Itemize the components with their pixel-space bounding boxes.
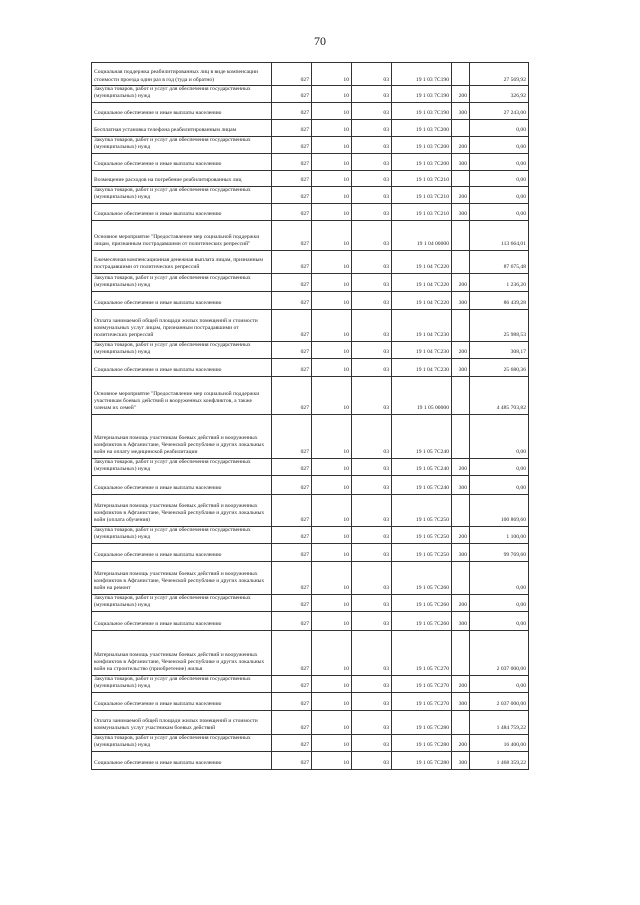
cell-expense-type [452, 376, 470, 414]
cell-ministry-code: 027 [272, 414, 312, 458]
cell-target-article: 19 1 05 7С280 [392, 710, 452, 734]
cell-amount: 1 100,00 [470, 526, 529, 543]
cell-ministry-code: 027 [272, 186, 312, 203]
cell-target-article: 19 1 05 7С260 [392, 611, 452, 630]
cell-subsection: 03 [352, 63, 392, 86]
cell-subsection: 03 [352, 561, 392, 594]
cell-amount: 87 675,48 [470, 250, 529, 273]
cell-name: Закупка товаров, работ и услуг для обеспечения государственных (муниципальных) нужд [92, 341, 272, 358]
cell-section: 10 [312, 475, 352, 494]
cell-target-article: 19 1 05 7С250 [392, 526, 452, 543]
cell-expense-type: 300 [452, 291, 470, 309]
table-row [92, 341, 529, 358]
cell-amount: 326,92 [470, 86, 529, 103]
cell-name: Материальная помощь участникам боевых действий и вооруженных конфликтов в Афганистане, Чеченской республике и других локальных войн (оплата обучения) [92, 494, 272, 526]
page-number: 70 [314, 34, 326, 48]
table-row [92, 675, 529, 692]
cell-amount: 0,00 [470, 119, 529, 136]
cell-name: Закупка товаров, работ и услуг для обеспечения государственных (муниципальных) нужд [92, 186, 272, 203]
cell-subsection: 03 [352, 692, 392, 710]
cell-subsection: 03 [352, 611, 392, 630]
table-row [92, 153, 529, 170]
cell-target-article: 19 1 03 7С190 [392, 86, 452, 103]
cell-expense-type: 200 [452, 526, 470, 543]
cell-subsection: 03 [352, 220, 392, 250]
cell-target-article: 19 1 04 7С230 [392, 341, 452, 358]
cell-amount: 0,00 [470, 186, 529, 203]
cell-target-article: 19 1 03 7С210 [392, 186, 452, 203]
cell-target-article: 19 1 05 7С270 [392, 630, 452, 675]
cell-amount: 25 680,36 [470, 358, 529, 376]
cell-expense-type: 300 [452, 153, 470, 170]
table-row [92, 475, 529, 494]
cell-target-article: 19 1 03 7С200 [392, 153, 452, 170]
cell-amount: 27 243,00 [470, 102, 529, 119]
cell-name: Закупка товаров, работ и услуг для обеспечения государственных (муниципальных) нужд [92, 458, 272, 475]
cell-subsection: 03 [352, 458, 392, 475]
cell-subsection: 03 [352, 543, 392, 561]
cell-expense-type [452, 630, 470, 675]
cell-ministry-code: 027 [272, 203, 312, 220]
table-row [92, 86, 529, 103]
cell-ministry-code: 027 [272, 119, 312, 136]
cell-section: 10 [312, 220, 352, 250]
cell-section: 10 [312, 376, 352, 414]
cell-subsection: 03 [352, 494, 392, 526]
cell-subsection: 03 [352, 119, 392, 136]
cell-name: Социальное обеспечение и иные выплаты населению [92, 751, 272, 769]
cell-amount: 2 037 000,00 [470, 630, 529, 675]
cell-name: Бесплатная установка телефона реабилитированным лицам [92, 119, 272, 136]
table-row [92, 273, 529, 291]
cell-target-article: 19 1 05 7С240 [392, 414, 452, 458]
cell-amount: 0,00 [470, 611, 529, 630]
table-row [92, 376, 529, 414]
cell-section: 10 [312, 710, 352, 734]
cell-amount: 0,00 [470, 475, 529, 494]
cell-subsection: 03 [352, 751, 392, 769]
table-row [92, 561, 529, 594]
cell-ministry-code: 027 [272, 102, 312, 119]
cell-name: Закупка товаров, работ и услуг для обеспечения государственных (муниципальных) нужд [92, 675, 272, 692]
cell-target-article: 19 1 05 00000 [392, 376, 452, 414]
cell-subsection: 03 [352, 203, 392, 220]
cell-subsection: 03 [352, 475, 392, 494]
table-row [92, 630, 529, 675]
cell-target-article: 19 1 05 7С270 [392, 692, 452, 710]
cell-subsection: 03 [352, 170, 392, 186]
cell-name: Закупка товаров, работ и услуг для обеспечения государственных (муниципальных) нужд [92, 594, 272, 611]
cell-section: 10 [312, 561, 352, 594]
table-row [92, 751, 529, 769]
cell-name: Оплата занимаемой общей площади жилых помещений и стоимости коммунальных услуг лицам, признанным пострадавшими от политических репрессий [92, 309, 272, 341]
cell-amount: 0,00 [470, 594, 529, 611]
cell-target-article: 19 1 04 7С230 [392, 309, 452, 341]
cell-subsection: 03 [352, 734, 392, 751]
cell-expense-type: 300 [452, 358, 470, 376]
table-row [92, 102, 529, 119]
cell-ministry-code: 027 [272, 594, 312, 611]
cell-ministry-code: 027 [272, 630, 312, 675]
cell-expense-type [452, 63, 470, 86]
table-row [92, 309, 529, 341]
cell-section: 10 [312, 675, 352, 692]
cell-subsection: 03 [352, 250, 392, 273]
cell-name: Возмещение расходов на погребение реабилитированных лиц [92, 170, 272, 186]
cell-ministry-code: 027 [272, 136, 312, 153]
table-row [92, 494, 529, 526]
cell-target-article: 19 1 03 7С210 [392, 170, 452, 186]
cell-ministry-code: 027 [272, 358, 312, 376]
cell-amount: 0,00 [470, 561, 529, 594]
cell-amount: 2 037 000,00 [470, 692, 529, 710]
cell-ministry-code: 027 [272, 309, 312, 341]
cell-target-article: 19 1 05 7С260 [392, 561, 452, 594]
cell-section: 10 [312, 153, 352, 170]
cell-expense-type [452, 494, 470, 526]
cell-subsection: 03 [352, 630, 392, 675]
cell-name: Ежемесячная компенсационная денежная выплата лицам, признанным пострадавшими от политических репрессий [92, 250, 272, 273]
cell-section: 10 [312, 543, 352, 561]
cell-expense-type: 200 [452, 734, 470, 751]
cell-ministry-code: 027 [272, 63, 312, 86]
cell-amount: 99 769,60 [470, 543, 529, 561]
cell-section: 10 [312, 692, 352, 710]
cell-target-article: 19 1 03 7С190 [392, 63, 452, 86]
cell-amount: 0,00 [470, 136, 529, 153]
table-row [92, 594, 529, 611]
cell-ministry-code: 027 [272, 734, 312, 751]
cell-target-article: 19 1 05 7С250 [392, 543, 452, 561]
cell-amount: 27 569,92 [470, 63, 529, 86]
table-row [92, 526, 529, 543]
cell-name: Закупка товаров, работ и услуг для обеспечения государственных (муниципальных) нужд [92, 734, 272, 751]
cell-section: 10 [312, 63, 352, 86]
cell-subsection: 03 [352, 102, 392, 119]
cell-section: 10 [312, 102, 352, 119]
cell-ministry-code: 027 [272, 86, 312, 103]
cell-subsection: 03 [352, 309, 392, 341]
cell-section: 10 [312, 186, 352, 203]
cell-ministry-code: 027 [272, 458, 312, 475]
cell-subsection: 03 [352, 86, 392, 103]
cell-expense-type: 300 [452, 611, 470, 630]
table-row [92, 119, 529, 136]
table-row [92, 543, 529, 561]
cell-ministry-code: 027 [272, 341, 312, 358]
cell-section: 10 [312, 341, 352, 358]
cell-subsection: 03 [352, 153, 392, 170]
cell-section: 10 [312, 414, 352, 458]
cell-target-article: 19 1 03 7С200 [392, 136, 452, 153]
cell-name: Социальное обеспечение и иные выплаты населению [92, 102, 272, 119]
cell-subsection: 03 [352, 526, 392, 543]
cell-section: 10 [312, 119, 352, 136]
cell-name: Социальное обеспечение и иные выплаты населению [92, 203, 272, 220]
cell-ministry-code: 027 [272, 561, 312, 594]
cell-section: 10 [312, 630, 352, 675]
cell-expense-type [452, 250, 470, 273]
cell-name: Закупка товаров, работ и услуг для обеспечения государственных (муниципальных) нужд [92, 526, 272, 543]
cell-amount: 1 484 759,22 [470, 710, 529, 734]
cell-section: 10 [312, 291, 352, 309]
cell-ministry-code: 027 [272, 526, 312, 543]
cell-expense-type: 200 [452, 458, 470, 475]
cell-section: 10 [312, 611, 352, 630]
cell-amount: 100 869,60 [470, 494, 529, 526]
cell-expense-type: 200 [452, 273, 470, 291]
cell-target-article: 19 1 03 7С190 [392, 102, 452, 119]
cell-expense-type [452, 220, 470, 250]
cell-ministry-code: 027 [272, 475, 312, 494]
cell-ministry-code: 027 [272, 220, 312, 250]
cell-ministry-code: 027 [272, 250, 312, 273]
cell-section: 10 [312, 86, 352, 103]
cell-section: 10 [312, 751, 352, 769]
cell-section: 10 [312, 734, 352, 751]
table-body [92, 63, 529, 770]
table-row [92, 186, 529, 203]
cell-subsection: 03 [352, 186, 392, 203]
cell-ministry-code: 027 [272, 710, 312, 734]
cell-name: Закупка товаров, работ и услуг для обеспечения государственных (муниципальных) нужд [92, 86, 272, 103]
cell-name: Социальное обеспечение и иные выплаты населению [92, 153, 272, 170]
cell-target-article: 19 1 04 7С230 [392, 358, 452, 376]
cell-target-article: 19 1 05 7С240 [392, 475, 452, 494]
cell-target-article: 19 1 05 7С240 [392, 458, 452, 475]
cell-target-article: 19 1 04 7С220 [392, 250, 452, 273]
cell-target-article: 19 1 03 7С210 [392, 203, 452, 220]
cell-subsection: 03 [352, 710, 392, 734]
cell-target-article: 19 1 05 7С280 [392, 751, 452, 769]
cell-name: Социальное обеспечение и иные выплаты населению [92, 611, 272, 630]
cell-expense-type [452, 119, 470, 136]
cell-subsection: 03 [352, 594, 392, 611]
cell-ministry-code: 027 [272, 675, 312, 692]
cell-section: 10 [312, 250, 352, 273]
cell-subsection: 03 [352, 414, 392, 458]
cell-name: Материальная помощь участникам боевых действий и вооруженных конфликтов в Афганистане, Чеченской республике и других локальных войн на строительство (приобретение) жилья [92, 630, 272, 675]
cell-amount: 4 485 703,82 [470, 376, 529, 414]
cell-target-article: 19 1 05 7С280 [392, 734, 452, 751]
cell-expense-type [452, 414, 470, 458]
cell-section: 10 [312, 203, 352, 220]
cell-subsection: 03 [352, 341, 392, 358]
cell-ministry-code: 027 [272, 376, 312, 414]
cell-subsection: 03 [352, 358, 392, 376]
table-row [92, 291, 529, 309]
cell-subsection: 03 [352, 291, 392, 309]
cell-ministry-code: 027 [272, 611, 312, 630]
cell-section: 10 [312, 170, 352, 186]
cell-name: Социальное обеспечение и иные выплаты населению [92, 358, 272, 376]
cell-expense-type: 200 [452, 86, 470, 103]
cell-expense-type: 300 [452, 203, 470, 220]
cell-target-article: 19 1 04 00000 [392, 220, 452, 250]
table-row [92, 203, 529, 220]
cell-target-article: 19 1 05 7С260 [392, 594, 452, 611]
cell-name: Закупка товаров, работ и услуг для обеспечения государственных (муниципальных) нужд [92, 136, 272, 153]
cell-ministry-code: 027 [272, 543, 312, 561]
cell-subsection: 03 [352, 273, 392, 291]
table-row [92, 611, 529, 630]
cell-target-article: 19 1 04 7С220 [392, 273, 452, 291]
cell-name: Социальное обеспечение и иные выплаты населению [92, 475, 272, 494]
cell-amount: 0,00 [470, 414, 529, 458]
cell-expense-type [452, 710, 470, 734]
table-row [92, 710, 529, 734]
table-row [92, 458, 529, 475]
cell-expense-type: 200 [452, 136, 470, 153]
cell-ministry-code: 027 [272, 153, 312, 170]
cell-name: Социальная поддержка реабилитированных лиц в виде компенсации стоимости проезда один раз в год (туда и обратно) [92, 63, 272, 86]
cell-amount: 113 664,01 [470, 220, 529, 250]
cell-ministry-code: 027 [272, 494, 312, 526]
cell-subsection: 03 [352, 675, 392, 692]
cell-expense-type: 300 [452, 751, 470, 769]
cell-section: 10 [312, 273, 352, 291]
cell-amount: 308,17 [470, 341, 529, 358]
cell-expense-type [452, 170, 470, 186]
table-row [92, 220, 529, 250]
cell-amount: 1 468 359,22 [470, 751, 529, 769]
budget-table [91, 62, 529, 770]
table-row [92, 358, 529, 376]
cell-name: Социальное обеспечение и иные выплаты населению [92, 291, 272, 309]
cell-name: Социальное обеспечение и иные выплаты населению [92, 543, 272, 561]
cell-amount: 0,00 [470, 458, 529, 475]
cell-ministry-code: 027 [272, 273, 312, 291]
table-row [92, 692, 529, 710]
table-row [92, 414, 529, 458]
table-row [92, 250, 529, 273]
cell-ministry-code: 027 [272, 291, 312, 309]
cell-amount: 0,00 [470, 203, 529, 220]
cell-section: 10 [312, 358, 352, 376]
cell-expense-type: 200 [452, 186, 470, 203]
cell-target-article: 19 1 05 7С250 [392, 494, 452, 526]
cell-name: Основное мероприятие "Предоставление мер социальной поддержки лицам, признанным пострадавшими от политических репрессий" [92, 220, 272, 250]
cell-name: Оплата занимаемой общей площади жилых помещений и стоимости коммунальных услуг участникам боевых действий [92, 710, 272, 734]
cell-amount: 16 400,00 [470, 734, 529, 751]
table-row [92, 63, 529, 86]
cell-name: Социальное обеспечение и иные выплаты населению [92, 692, 272, 710]
cell-section: 10 [312, 494, 352, 526]
cell-ministry-code: 027 [272, 751, 312, 769]
cell-amount: 1 236,20 [470, 273, 529, 291]
cell-expense-type: 300 [452, 692, 470, 710]
table-row [92, 170, 529, 186]
cell-expense-type: 300 [452, 475, 470, 494]
cell-name: Закупка товаров, работ и услуг для обеспечения государственных (муниципальных) нужд [92, 273, 272, 291]
cell-name: Материальная помощь участникам боевых действий и вооруженных конфликтов в Афганистане, Чеченской республике и других локальных войн на ремонт [92, 561, 272, 594]
cell-expense-type: 200 [452, 594, 470, 611]
cell-target-article: 19 1 04 7С220 [392, 291, 452, 309]
cell-section: 10 [312, 526, 352, 543]
cell-amount: 0,00 [470, 153, 529, 170]
cell-amount: 86 439,28 [470, 291, 529, 309]
cell-section: 10 [312, 136, 352, 153]
cell-amount: 25 988,53 [470, 309, 529, 341]
cell-target-article: 19 1 05 7С270 [392, 675, 452, 692]
cell-expense-type: 200 [452, 675, 470, 692]
cell-amount: 0,00 [470, 675, 529, 692]
cell-section: 10 [312, 309, 352, 341]
cell-name: Основное мероприятие "Предоставление мер социальной поддержки участникам боевых действий и вооруженных конфликтов, а также членам их семей" [92, 376, 272, 414]
cell-name: Материальная помощь участникам боевых действий и вооруженных конфликтов в Афганистане, Чеченской республике и других локальных войн на оплату медицинской реабилитации [92, 414, 272, 458]
cell-ministry-code: 027 [272, 170, 312, 186]
cell-subsection: 03 [352, 136, 392, 153]
cell-subsection: 03 [352, 376, 392, 414]
cell-amount: 0,00 [470, 170, 529, 186]
table-row [92, 734, 529, 751]
cell-expense-type: 200 [452, 341, 470, 358]
table-row [92, 136, 529, 153]
cell-expense-type: 300 [452, 543, 470, 561]
cell-target-article: 19 1 03 7С200 [392, 119, 452, 136]
cell-section: 10 [312, 458, 352, 475]
cell-ministry-code: 027 [272, 692, 312, 710]
cell-section: 10 [312, 594, 352, 611]
cell-expense-type [452, 561, 470, 594]
cell-expense-type [452, 309, 470, 341]
cell-expense-type: 300 [452, 102, 470, 119]
